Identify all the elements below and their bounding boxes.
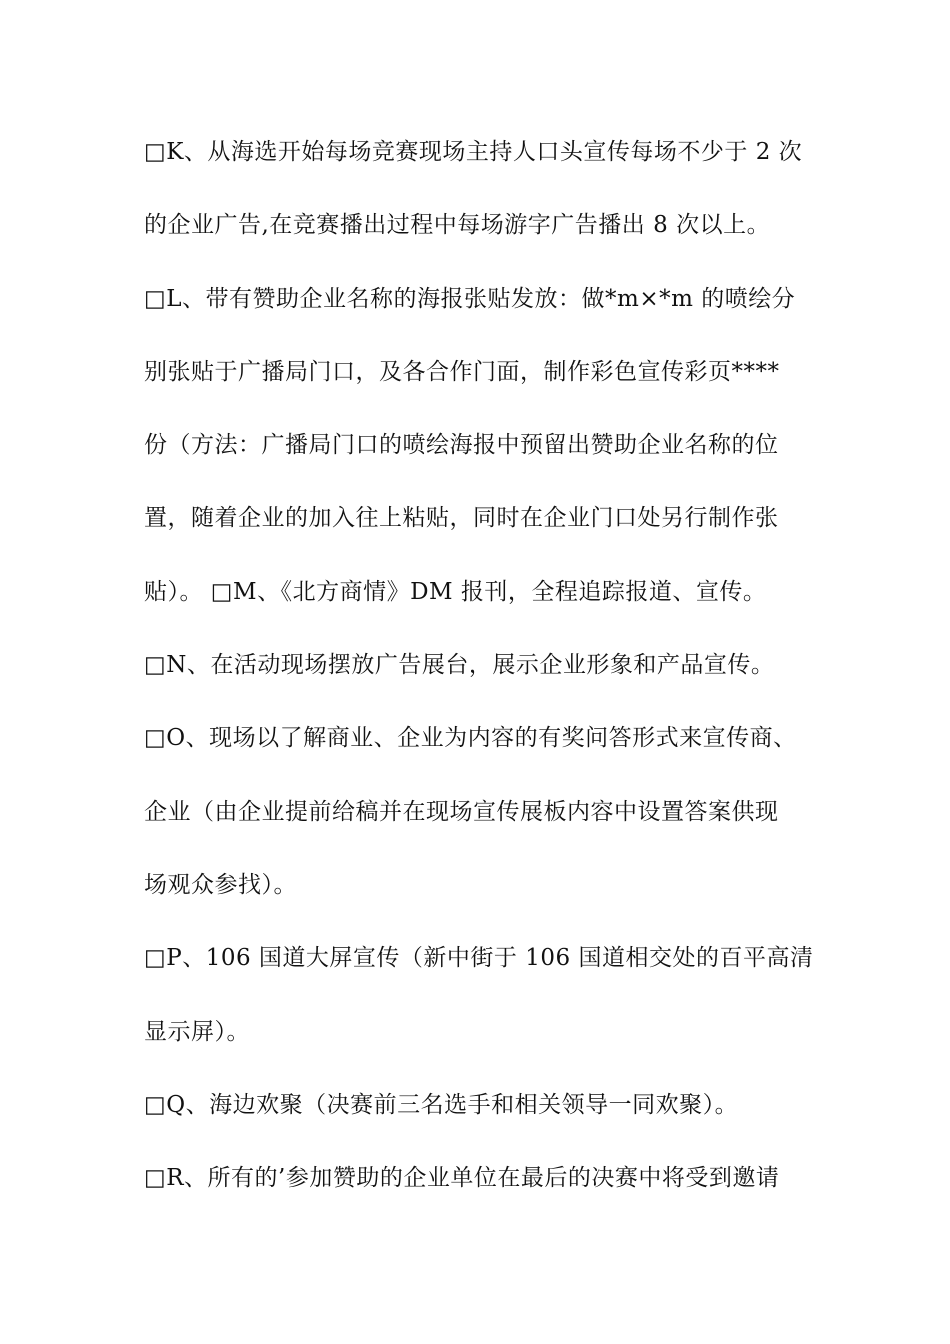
text-line: 企业（由企业提前给稿并在现场宣传展板内容中设置答案供现 [144,798,779,825]
text-line: □K、从海选开始每场竞赛现场主持人口头宣传每场不少于 2 次 [144,139,803,165]
text-line: □N、在活动现场摆放广告展台，展示企业形象和产品宣传。 [144,652,775,679]
document-body [144,132,824,1231]
text-line: 的企业广告,在竞赛播出过程中每场游字广告播出 8 次以上。 [144,212,771,239]
text-line: 场观众参找）。 [144,871,297,898]
text-line: 贴）。 □M、《北方商情》DM 报刊，全程追踪报道、宣传。 [144,578,767,605]
text-line: 置，随着企业的加入往上粘贴，同时在企业门口处另行制作张 [144,505,779,532]
text-line: □L、带有赞助企业名称的海报张贴发放：做*m×*m 的喷绘分 [144,285,796,312]
text-line: □P、106 国道大屏宣传（新中街于 106 国道相交处的百平高清 [144,945,814,972]
text-line: 别张贴于广播局门口，及各合作门面，制作彩色宣传彩页**** [144,358,780,385]
text-line: 显示屏）。 [144,1018,250,1045]
text-line: 份（方法：广播局门口的喷绘海报中预留出赞助企业名称的位 [144,432,779,459]
text-line: □O、现场以了解商业、企业为内容的有奖问答形式来宣传商、 [144,725,797,752]
text-line: □R、所有的’参加赞助的企业单位在最后的决赛中将受到邀请 [144,1165,780,1192]
text-line: □Q、海边欢聚（决赛前三名选手和相关领导一同欢聚）。 [144,1091,739,1118]
